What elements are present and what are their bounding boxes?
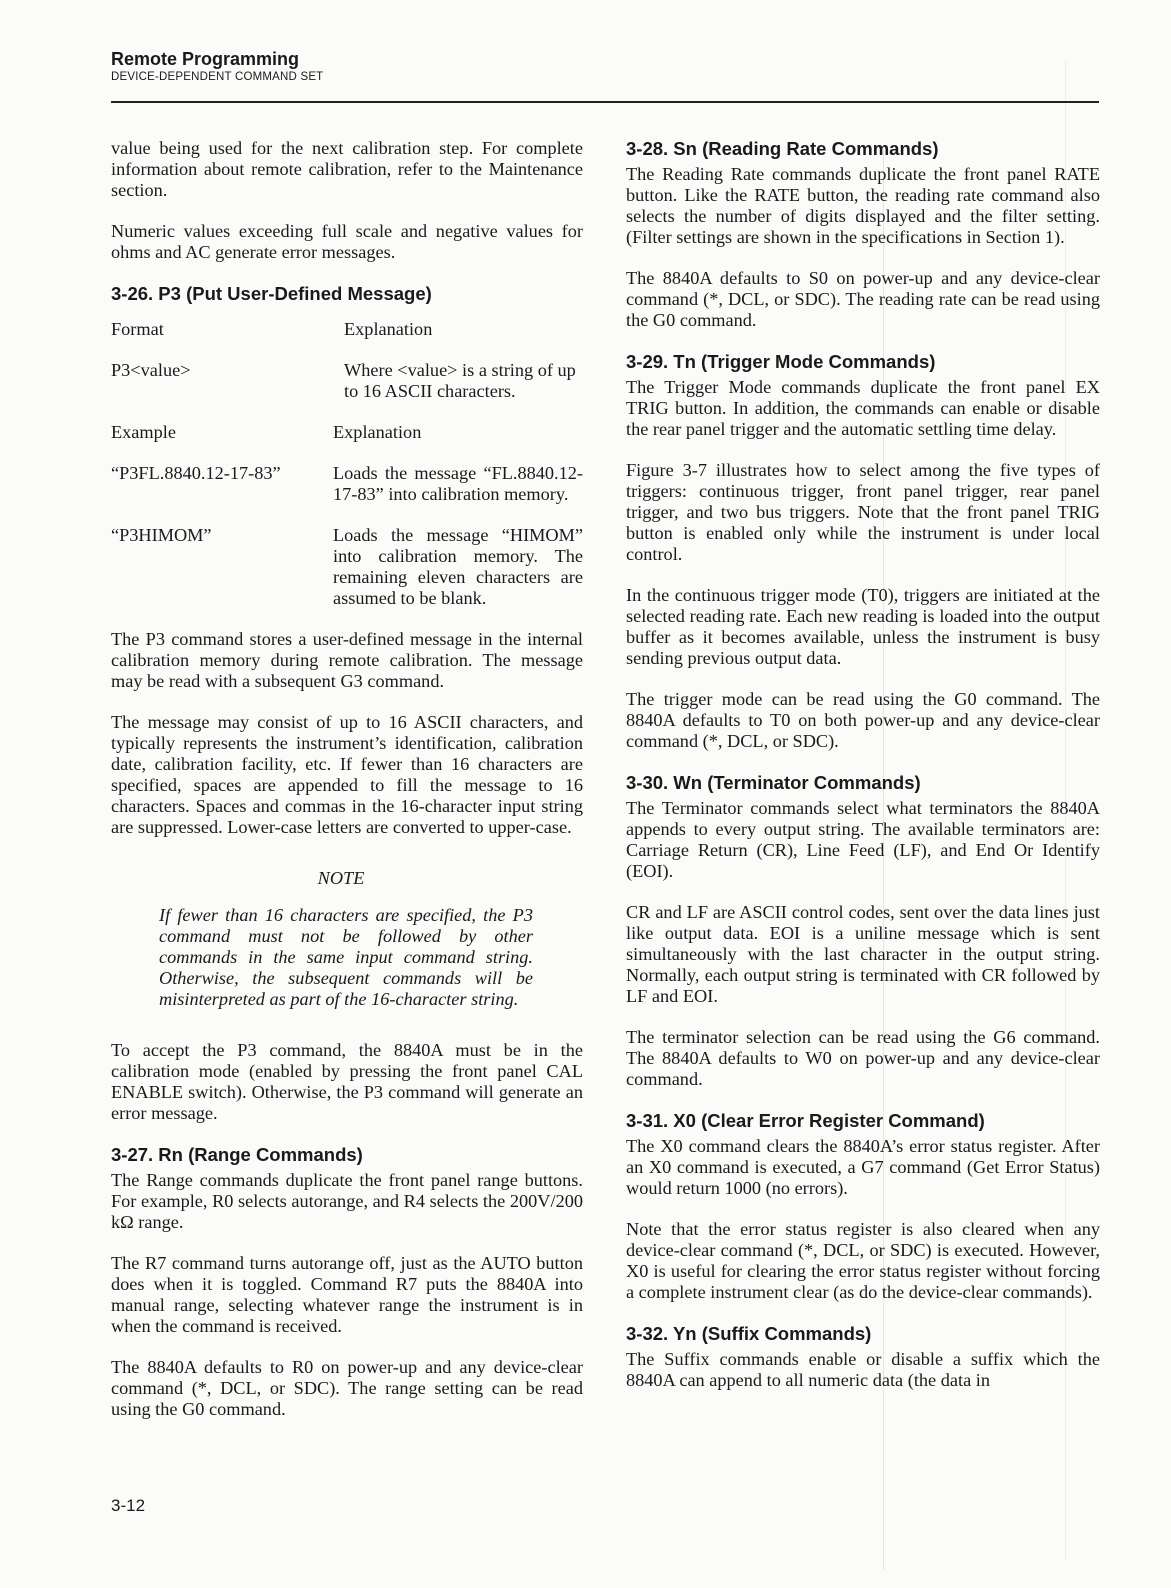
example-row bbox=[111, 525, 583, 609]
paragraph: The R7 command turns autorange off, just as the AUTO button does when it is toggled. Command R7 puts the 8840A into manual range, selecting whatever range the instrument is in when the command is received. bbox=[111, 1253, 583, 1336]
note-title: NOTE bbox=[317, 868, 365, 888]
section-heading-3-31: 3-31. X0 (Clear Error Register Command) bbox=[626, 1110, 985, 1131]
paragraph: In the continuous trigger mode (T0), triggers are initiated at the selected reading rate. Each new reading is loaded into the output buffer as it becomes available, unless the instrument is busy sending previous output data. bbox=[626, 585, 1100, 668]
example-explanation: Loads the message “HIMOM” into calibration memory. The remaining eleven characters are assumed to be blank. bbox=[333, 525, 583, 608]
example-code: “P3FL.8840.12-17-83” bbox=[111, 463, 281, 483]
page-header bbox=[111, 48, 323, 84]
example-explanation-label: Explanation bbox=[333, 422, 422, 442]
paragraph: The terminator selection can be read using the G6 command. The 8840A defaults to W0 on power-up and any device-clear command. bbox=[626, 1027, 1100, 1089]
format-explanation: Where <value> is a string of up to 16 ASCII characters. bbox=[344, 360, 576, 401]
example-explanation: Loads the message “FL.8840.12-17-83” into calibration memory. bbox=[333, 463, 583, 504]
example-code: “P3HIMOM” bbox=[111, 525, 212, 545]
paragraph: The Terminator commands select what terminators the 8840A appends to every output string. The available terminators are: Carriage Return (CR), Line Feed (LF), and End Or Identify (EOI). bbox=[626, 798, 1100, 881]
format-value: P3<value> bbox=[111, 360, 191, 380]
section-heading-3-30: 3-30. Wn (Terminator Commands) bbox=[626, 772, 921, 793]
format-header-row bbox=[111, 319, 583, 340]
paragraph: value being used for the next calibration step. For complete information about remote calibration, refer to the Maintenance section. bbox=[111, 138, 583, 200]
example-header-row bbox=[111, 422, 583, 443]
section-heading-3-27: 3-27. Rn (Range Commands) bbox=[111, 1144, 363, 1165]
left-column bbox=[111, 138, 583, 1420]
format-label: Format bbox=[111, 319, 164, 339]
paragraph: The Trigger Mode commands duplicate the front panel EX TRIG button. In addition, the commands can enable or disable the rear panel trigger and the automatic settling time delay. bbox=[626, 377, 1100, 439]
paragraph: Numeric values exceeding full scale and negative values for ohms and AC generate error messages. bbox=[111, 221, 583, 262]
example-label: Example bbox=[111, 422, 176, 442]
paragraph: The Reading Rate commands duplicate the front panel RATE button. Like the RATE button, the reading rate command also selects the number of digits displayed and the filter setting. (Filter settings are shown in the specifications in Section 1). bbox=[626, 164, 1100, 247]
header-title: Remote Programming bbox=[111, 49, 300, 69]
section-heading-3-26: 3-26. P3 (Put User-Defined Message) bbox=[111, 283, 432, 304]
paragraph: The P3 command stores a user-defined message in the internal calibration memory during remote calibration. The message may be read with a subsequent G3 command. bbox=[111, 629, 583, 691]
format-row bbox=[111, 360, 583, 402]
explanation-label: Explanation bbox=[344, 319, 433, 339]
section-heading-3-32: 3-32. Yn (Suffix Commands) bbox=[626, 1323, 872, 1344]
paragraph: The X0 command clears the 8840A’s error status register. After an X0 command is executed, a G7 command (Get Error Status) would return 1000 (no errors). bbox=[626, 1136, 1100, 1198]
section-heading-3-29: 3-29. Tn (Trigger Mode Commands) bbox=[626, 351, 936, 372]
paragraph: The Range commands duplicate the front panel range buttons. For example, R0 selects autorange, and R4 selects the 200V/200 kΩ range. bbox=[111, 1170, 583, 1232]
paragraph: The message may consist of up to 16 ASCII characters, and typically represents the instrument’s identification, calibration date, calibration facility, etc. If fewer than 16 characters are specified, spaces are appended to fill the message to 16 characters. Spaces and commas in the 16-character input string are suppressed. Lower-case letters are converted to upper-case. bbox=[111, 712, 583, 837]
section-heading-3-28: 3-28. Sn (Reading Rate Commands) bbox=[626, 138, 939, 159]
example-row bbox=[111, 463, 583, 505]
right-column bbox=[626, 138, 1100, 1391]
paragraph: To accept the P3 command, the 8840A must be in the calibration mode (enabled by pressing the front panel CAL ENABLE switch). Otherwise, the P3 command will generate an error message. bbox=[111, 1040, 583, 1123]
paragraph: The Suffix commands enable or disable a suffix which the 8840A can append to all numeric data (the data in bbox=[626, 1349, 1100, 1390]
header-rule bbox=[111, 101, 1099, 103]
paragraph: Note that the error status register is also cleared when any device-clear command (*, DCL, or SDC) is executed. However, X0 is useful for clearing the error status register without forcing a complete instrument clear (as do the device-clear commands). bbox=[626, 1219, 1100, 1302]
paragraph: CR and LF are ASCII control codes, sent over the data lines just like output data. EOI is a uniline message which is sent simultaneously with the last character in the output string. Normally, each output string is terminated with CR followed by LF and EOI. bbox=[626, 902, 1100, 1006]
paragraph: The 8840A defaults to S0 on power-up and any device-clear command (*, DCL, or SDC). The reading rate can be read using the G0 command. bbox=[626, 268, 1100, 330]
paragraph: Figure 3-7 illustrates how to select among the five types of triggers: continuous trigger, front panel trigger, rear panel trigger, and two bus triggers. Note that the front panel TRIG button is enabled only while the instrument is under local control. bbox=[626, 460, 1100, 564]
paragraph: The 8840A defaults to R0 on power-up and any device-clear command (*, DCL, or SDC). The range setting can be read using the G0 command. bbox=[111, 1357, 583, 1419]
page-number: 3-12 bbox=[111, 1496, 146, 1515]
note-body: If fewer than 16 characters are specified, the P3 command must not be followed by other commands in the same input command string. Otherwise, the subsequent commands will be misinterpreted as part of the 16-character string. bbox=[159, 905, 533, 1009]
paragraph: The trigger mode can be read using the G0 command. The 8840A defaults to T0 on both power-up and any device-clear command (*, DCL, or SDC). bbox=[626, 689, 1100, 751]
header-subtitle: DEVICE-DEPENDENT COMMAND SET bbox=[111, 71, 324, 83]
